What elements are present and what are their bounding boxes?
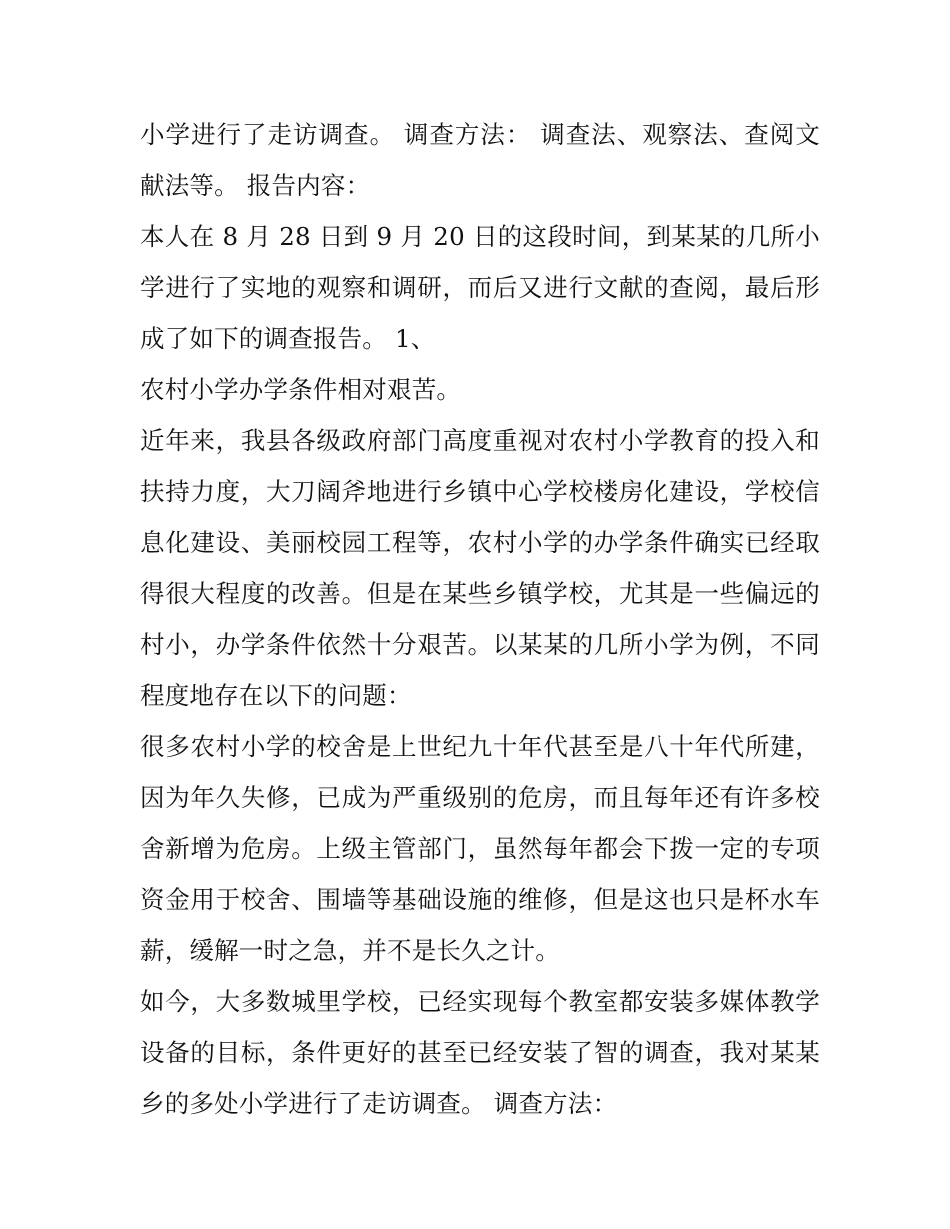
paragraph-survey-method: 小学进行了走访调查。 调查方法： 调查法、观察法、查阅文献法等。 报告内容： xyxy=(140,120,820,200)
paragraph-heading-conditions: 农村小学办学条件相对艰苦。 xyxy=(140,375,462,404)
paragraph-multimedia: 如今，大多数城里学校，已经实现每个教室都安装多媒体教学设备的目标，条件更好的甚至已经安装了智的调查，我对某某乡的多处小学进行了走访调查。 调查方法： xyxy=(140,987,820,1118)
paragraph-recent-years: 近年来，我县各级政府部门高度重视对农村小学教育的投入和扶持力度，大刀阔斧地进行乡镇中心学校楼房化建设，学校信息化建设、美丽校园工程等，农村小学的办学条件确实已经取得很大程度的改善。但是在某些乡镇学校，尤其是一些偏远的村小，办学条件依然十分艰苦。以某某的几所小学为例，不同程度地存在以下的问题： xyxy=(140,426,820,710)
paragraph-school-buildings: 很多农村小学的校舍是上世纪九十年代甚至是八十年代所建，因为年久失修，已成为严重级别的危房，而且每年还有许多校舍新增为危房。上级主管部门，虽然每年都会下拨一定的专项资金用于校舍、围墙等基础设施的维修，但是这也只是杯水车薪，缓解一时之急，并不是长久之计。 xyxy=(140,732,820,965)
document-body xyxy=(140,109,820,1129)
paragraph-survey-period: 本人在 8 月 28 日到 9 月 20 日的这段时间，到某某的几所小学进行了实地的观察和调研，而后又进行文献的查阅，最后形成了如下的调查报告。 1、 xyxy=(140,222,820,353)
